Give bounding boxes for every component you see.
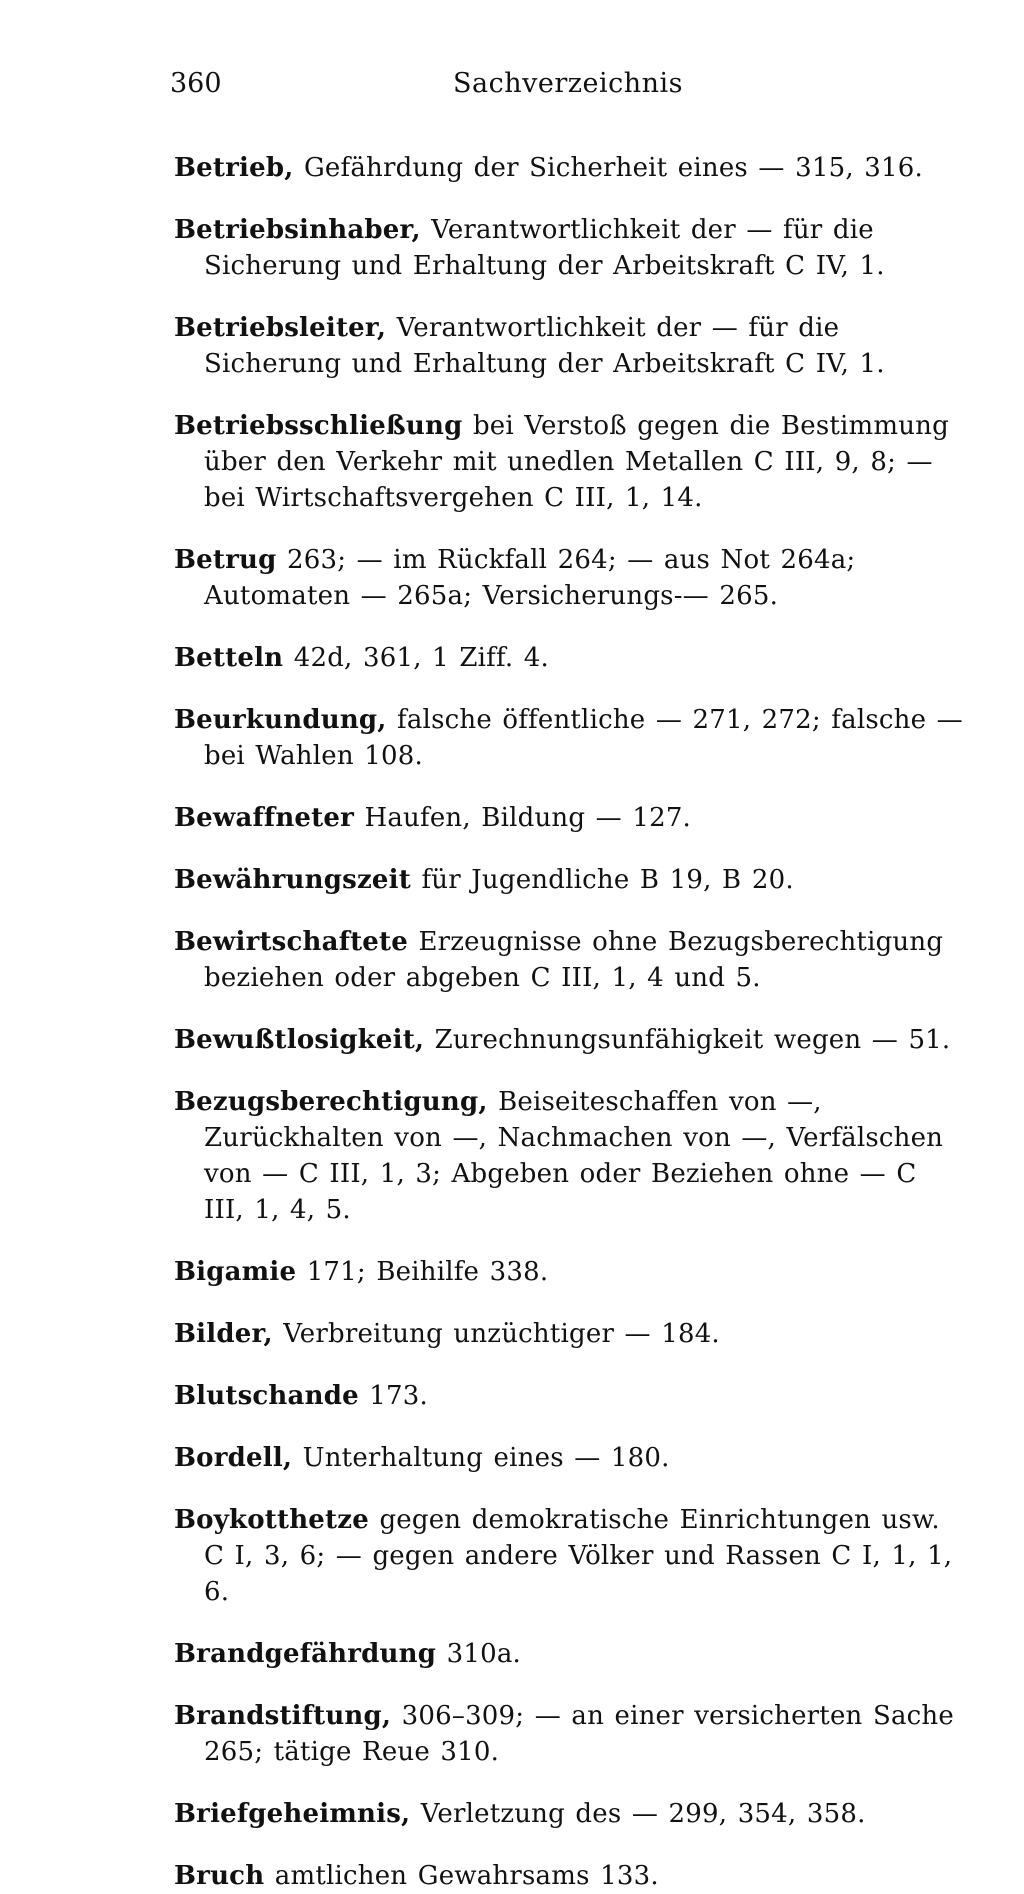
index-text: bei Verstoß gegen die Bestimmung über den Verkehr mit unedlen Metallen C III, 9, 8; — bei Wirtschaftsvergehen C III, 1, 14. [204, 411, 949, 513]
index-text: 310a. [446, 1639, 521, 1669]
index-text: Unterhaltung eines — 180. [302, 1443, 670, 1473]
index-text: Beiseiteschaffen von —, Zurückhalten von —, Nachmachen von —, Verfälschen von — C III, 1, 3; Abgeben oder Beziehen ohne — C III, 1, 4, 5. [204, 1087, 944, 1225]
index-entry [174, 702, 964, 774]
running-title: Sachverzeichnis [453, 68, 683, 99]
index-term: Bordell, [174, 1443, 293, 1473]
index-text: Gefährdung der Sicherheit eines — 315, 316. [303, 153, 923, 183]
index-entry [174, 1440, 964, 1476]
index-text: 42d, 361, 1 Ziff. 4. [293, 643, 549, 673]
index-term: Bruch [174, 1861, 265, 1891]
index-text: Verbreitung unzüchtiger — 184. [283, 1319, 720, 1349]
index-entry [174, 150, 964, 186]
index-entry [174, 1858, 964, 1894]
index-entry [174, 1378, 964, 1414]
index-entry [174, 924, 964, 996]
index-term: Bewaffneter [174, 803, 355, 833]
index-term: Beurkundung, [174, 705, 387, 735]
index-entry [174, 1636, 964, 1672]
index-entry [174, 1698, 964, 1770]
index-term: Bigamie [174, 1257, 297, 1287]
index-text: Verantwortlichkeit der — für die Sicherung und Erhaltung der Arbeitskraft C IV, 1. [204, 215, 885, 281]
index-entry [174, 310, 964, 382]
index-term: Betrug [174, 545, 277, 575]
index-term: Brandgefährdung [174, 1639, 437, 1669]
index-entry [174, 1084, 964, 1228]
index-text: 263; — im Rückfall 264; — aus Not 264a; Automaten — 265a; Versicherungs-— 265. [204, 545, 856, 611]
index-entry [174, 800, 964, 836]
index-term: Bilder, [174, 1319, 273, 1349]
index-term: Bezugsberechtigung, [174, 1087, 488, 1117]
index-text: gegen demokratische Einrichtungen usw. C I, 3, 6; — gegen andere Völker und Rassen C I, 1, 1, 6. [204, 1505, 953, 1607]
index-entry [174, 1796, 964, 1832]
index-term: Betriebsleiter, [174, 313, 387, 343]
index-term: Betriebsinhaber, [174, 215, 421, 245]
index-term: Betrieb, [174, 153, 294, 183]
index-term: Betteln [174, 643, 284, 673]
subject-index [174, 124, 964, 1894]
index-entry [174, 640, 964, 676]
index-term: Boykotthetze [174, 1505, 369, 1535]
page-header [170, 68, 690, 108]
index-term: Bewußtlosigkeit, [174, 1025, 425, 1055]
index-text: Verantwortlichkeit der — für die Sicherung und Erhaltung der Arbeitskraft C IV, 1. [204, 313, 885, 379]
index-text: Zurechnungsunfähigkeit wegen — 51. [434, 1025, 951, 1055]
index-text: amtlichen Gewahrsams 133. [274, 1861, 659, 1891]
index-text: Erzeugnisse ohne Bezugsberechtigung beziehen oder abgeben C III, 1, 4 und 5. [204, 927, 944, 993]
index-text: Verletzung des — 299, 354, 358. [420, 1799, 866, 1829]
index-text: für Jugendliche B 19, B 20. [421, 865, 794, 895]
index-entry [174, 1502, 964, 1610]
index-text: 306–309; — an einer versicherten Sache 265; tätige Reue 310. [204, 1701, 954, 1767]
index-entry [174, 862, 964, 898]
index-text: 171; Beihilfe 338. [306, 1257, 549, 1287]
index-entry [174, 1022, 964, 1058]
index-text: 173. [369, 1381, 428, 1411]
index-term: Betriebsschließung [174, 411, 463, 441]
index-entry [174, 212, 964, 284]
index-term: Brandstiftung, [174, 1701, 392, 1731]
page-number: 360 [170, 68, 222, 99]
index-term: Bewirtschaftete [174, 927, 408, 957]
index-term: Briefgeheimnis, [174, 1799, 411, 1829]
index-term: Bewährungszeit [174, 865, 411, 895]
index-entry [174, 408, 964, 516]
index-entry [174, 1254, 964, 1290]
index-entry [174, 542, 964, 614]
index-term: Blutschande [174, 1381, 359, 1411]
index-text: Haufen, Bildung — 127. [364, 803, 692, 833]
index-entry [174, 1316, 964, 1352]
index-text: falsche öffentliche — 271, 272; falsche — bei Wahlen 108. [204, 705, 963, 771]
